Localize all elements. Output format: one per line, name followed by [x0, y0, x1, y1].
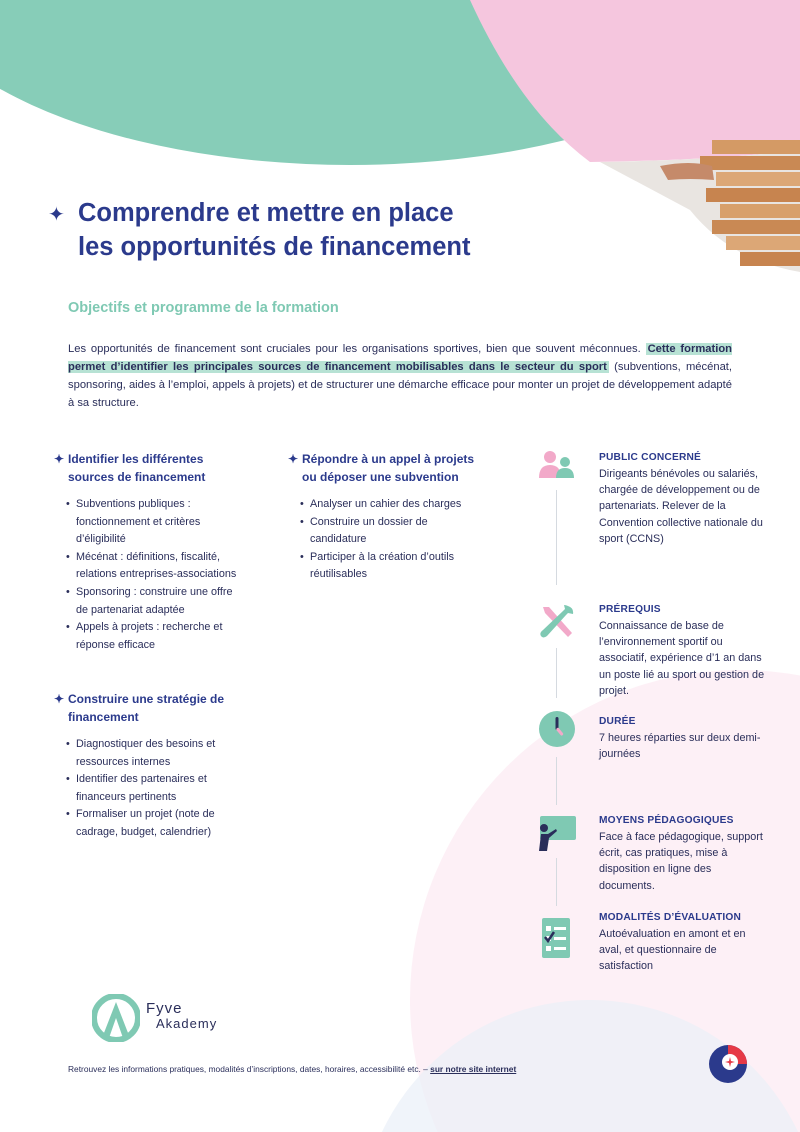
- info-heading: MODALITÉS D’ÉVALUATION: [599, 912, 742, 923]
- section-subtitle: Objectifs et programme de la formation: [68, 300, 339, 316]
- divider: [556, 858, 557, 906]
- intro-paragraph: [68, 340, 732, 412]
- info-text: Autoévaluation en amont et en aval, et questionnaire de satisfaction: [599, 928, 746, 973]
- info-text: Face à face pédagogique, support écrit, cas pratiques, mise à disposition en ligne des documents.: [599, 831, 763, 892]
- section-identifier: [54, 450, 278, 654]
- list-item: • Subventions publiques : fonctionnement et critères d’éligibilité: [66, 496, 278, 549]
- divider: [556, 757, 557, 805]
- footer-text: Retrouvez les informations pratiques, modalités d’inscriptions, dates, horaires, accessibilité etc. –: [68, 1064, 431, 1074]
- tools-icon: [538, 603, 576, 641]
- info-heading: MOYENS PÉDAGOGIQUES: [599, 815, 734, 826]
- checklist-icon: [540, 916, 574, 960]
- list-item: • Participer à la création d’outils réutilisables: [300, 549, 512, 584]
- logo-subname: Akademy: [156, 1016, 218, 1031]
- logo-mark-icon: [92, 994, 140, 1042]
- star-icon: ✦: [48, 204, 65, 226]
- list-item: • Identifier des partenaires et financeurs pertinents: [66, 771, 278, 806]
- info-heading: PRÉREQUIS: [599, 604, 661, 615]
- footer: [68, 1064, 516, 1074]
- section-heading-line: Construire une stratégie de: [68, 692, 225, 706]
- info-moyens: [599, 815, 769, 894]
- presentation-icon: [536, 812, 578, 852]
- info-prerequis: [599, 604, 769, 699]
- list-item: • Analyser un cahier des charges: [300, 496, 512, 514]
- title-line-2: les opportunités de financement: [78, 233, 471, 261]
- info-text: Dirigeants bénévoles ou salariés, chargée de développement ou de partenariats. Relever de la Convention collective nationale du sport (CCNS): [599, 468, 763, 545]
- info-heading: DURÉE: [599, 716, 636, 727]
- list-item: • Construire un dossier de candidature: [300, 514, 512, 549]
- info-evaluation: [599, 912, 769, 975]
- section-strategie: [54, 690, 278, 842]
- brand-badge-icon: [708, 1044, 748, 1084]
- section-appel-projets: [288, 450, 512, 584]
- list-item: • Sponsoring : construire une offre de partenariat adaptée: [66, 584, 278, 619]
- info-text: 7 heures réparties sur deux demi-journées: [599, 732, 761, 761]
- title-line-1: Comprendre et mettre en place: [78, 199, 454, 227]
- section-heading-line: sources de financement: [68, 470, 206, 484]
- intro-highlight: Cette formation permet d’identifier les principales sources de financement mobilisables dans le secteur du sport: [68, 343, 732, 373]
- list-item: • Mécénat : définitions, fiscalité, relations entreprises-associations: [66, 549, 278, 584]
- info-heading: PUBLIC CONCERNÉ: [599, 452, 702, 463]
- section-heading: [288, 450, 512, 486]
- info-duree: [599, 716, 769, 762]
- bullet-list: [66, 496, 278, 654]
- star-icon: ✦: [288, 452, 299, 466]
- clock-icon: [538, 710, 576, 748]
- fyve-akademy-logo: [92, 994, 252, 1044]
- people-icon: [538, 450, 576, 480]
- bullet-list: [66, 736, 278, 842]
- star-icon: ✦: [54, 692, 65, 706]
- section-heading-line: Répondre à un appel à projets: [302, 452, 475, 466]
- intro-text-2: (subventions, mécénat, sponsoring, aides à l’emploi, appels à projets) et de structurer une démarche efficace pour monter un projet de développement adapté à sa structure.: [68, 361, 733, 409]
- section-heading-line: ou déposer une subvention: [302, 470, 459, 484]
- list-item: • Appels à projets : recherche et réponse efficace: [66, 619, 278, 654]
- section-heading-line: Identifier les différentes: [68, 452, 204, 466]
- star-icon: ✦: [54, 452, 65, 466]
- intro-text-1: Les opportunités de financement sont cruciales pour les organisations sportives, bien que souvent méconnues.: [68, 343, 641, 355]
- info-text: Connaissance de base de l’environnement sportif ou associatif, expérience d’1 an dans un poste lié au sport ou gestion de projet.: [599, 620, 765, 697]
- page-title: [48, 196, 568, 264]
- list-item: • Formaliser un projet (note de cadrage, budget, calendrier): [66, 806, 278, 841]
- list-item: • Diagnostiquer des besoins et ressources internes: [66, 736, 278, 771]
- divider: [556, 490, 557, 585]
- section-heading: [54, 450, 278, 486]
- website-link[interactable]: sur notre site internet: [430, 1064, 517, 1074]
- info-public: [599, 452, 769, 547]
- logo-name: Fyve: [146, 1000, 183, 1017]
- divider: [556, 648, 557, 698]
- bullet-list: [300, 496, 512, 584]
- section-heading: [54, 690, 278, 726]
- section-heading-line: financement: [68, 710, 139, 724]
